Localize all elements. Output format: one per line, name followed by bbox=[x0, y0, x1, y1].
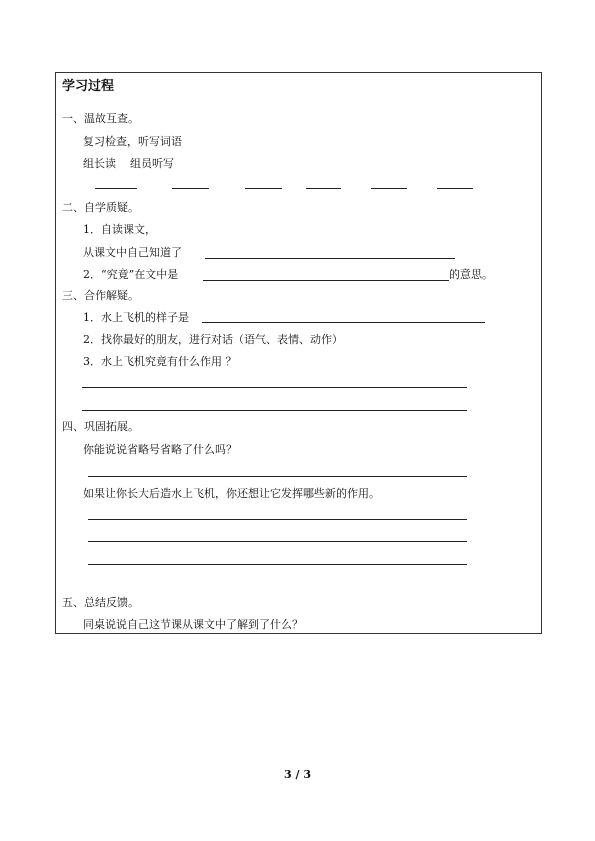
dictation-blank[interactable] bbox=[437, 188, 473, 189]
dictation-blank[interactable] bbox=[172, 188, 209, 189]
section-1-heading: 一、温故互查。 bbox=[62, 112, 139, 125]
section-title: 学习过程 bbox=[62, 79, 115, 94]
section-3-heading: 三、合作解疑。 bbox=[62, 289, 139, 302]
dictation-blank[interactable] bbox=[306, 188, 341, 189]
section-5-question-1: 同桌说说自己这节课从课文中了解到了什么？ bbox=[83, 618, 303, 631]
section-3-item-3: 3．水上飞机究竟有什么作用 ？ bbox=[83, 355, 237, 368]
section-3-item-1: 1．水上飞机的样子是 bbox=[83, 311, 189, 324]
answer-line[interactable] bbox=[82, 387, 467, 388]
section-4-question-2: 如果让你长大后造水上飞机，你还想让它发挥哪些新的作用。 bbox=[83, 487, 380, 500]
dictation-blank[interactable] bbox=[371, 188, 407, 189]
section-2-item-2-suffix: 的意思。 bbox=[449, 268, 493, 281]
answer-line[interactable] bbox=[88, 564, 467, 565]
section-4-question-1: 你能说说省略号省略了什么吗？ bbox=[83, 443, 237, 456]
section-1-line-2: 组长读 组员听写 bbox=[83, 157, 174, 170]
dictation-blank[interactable] bbox=[245, 188, 282, 189]
section-3-item-2: 2．找你最好的朋友，进行对话（语气、表情、动作） bbox=[83, 333, 343, 346]
answer-blank[interactable] bbox=[203, 280, 449, 281]
answer-line[interactable] bbox=[88, 519, 467, 520]
page-number: 3 / 3 bbox=[284, 768, 311, 781]
section-2-item-2-prefix: 2．“究竟”在文中是 bbox=[83, 268, 179, 281]
section-2-item-1-prompt: 从课文中自己知道了 bbox=[83, 246, 182, 259]
section-1-line-1: 复习检查，听写词语 bbox=[83, 135, 182, 148]
section-4-heading: 四、巩固拓展。 bbox=[62, 420, 139, 433]
section-2-item-1: 1．自读课文， bbox=[83, 223, 156, 236]
section-2-heading: 二、自学质疑。 bbox=[62, 201, 139, 214]
section-5-heading: 五、总结反馈。 bbox=[62, 596, 139, 609]
answer-line[interactable] bbox=[82, 410, 467, 411]
answer-blank[interactable] bbox=[202, 322, 485, 323]
dictation-blank[interactable] bbox=[95, 188, 137, 189]
answer-blank[interactable] bbox=[205, 258, 455, 259]
answer-line[interactable] bbox=[88, 476, 467, 477]
answer-line[interactable] bbox=[88, 541, 467, 542]
